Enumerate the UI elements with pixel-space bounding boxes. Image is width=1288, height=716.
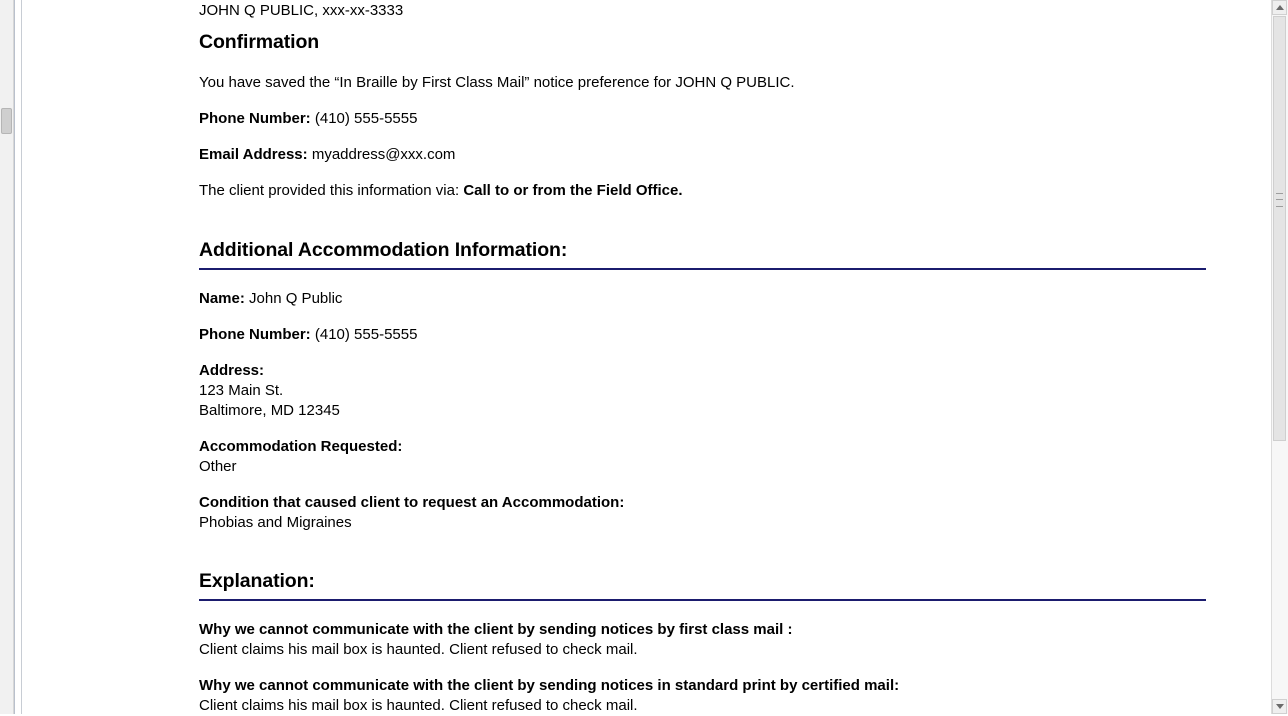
- accommodation-requested-label-text: Accommodation Requested:: [199, 438, 403, 455]
- accommodation-name-value: John Q Public: [249, 290, 343, 307]
- explanation-section-header: [199, 570, 1206, 601]
- accommodation-section-header: [199, 239, 1206, 270]
- accommodation-requested-block: [199, 437, 402, 477]
- explanation-heading: Explanation:: [199, 570, 315, 592]
- left-window-chrome: [0, 0, 22, 714]
- accommodation-address-line2: Baltimore, MD 12345: [199, 402, 340, 419]
- accommodation-phone-value: (410) 555-5555: [314, 326, 418, 343]
- saved-text-suffix: notice preference for JOHN Q PUBLIC.: [529, 74, 795, 91]
- accommodation-address-label: [199, 361, 340, 381]
- confirmation-heading: Confirmation: [199, 31, 320, 53]
- saved-text-prefix: You have saved the: [199, 74, 335, 91]
- confirmation-email-row: [199, 146, 455, 164]
- confirmation-source-label: The client provided this information via:: [199, 182, 460, 199]
- confirmation-email-label: Email Address:: [199, 146, 308, 163]
- accommodation-phone-row: [199, 325, 417, 345]
- confirmation-source-row: [199, 182, 683, 200]
- page-scrollbar[interactable]: [1266, 0, 1288, 714]
- accommodation-heading-rule: [199, 268, 1206, 270]
- client-identifier: JOHN Q PUBLIC, xxx-xx-3333: [199, 2, 404, 19]
- left-margin-band: [15, 0, 21, 714]
- accommodation-address-line1: 123 Main St.: [199, 382, 284, 399]
- confirmation-source-value: Call to or from the Field Office.: [463, 182, 683, 199]
- confirmation-email-value: myaddress@xxx.com: [311, 146, 456, 163]
- explanation-item: [199, 676, 899, 716]
- confirmation-phone-value: (410) 555-5555: [314, 110, 418, 127]
- accommodation-address-block: [199, 361, 340, 421]
- accommodation-condition-label-text: Condition that caused client to request an Accommodation:: [199, 494, 625, 511]
- explanation-item: [199, 620, 792, 660]
- accommodation-condition-value: Phobias and Migraines: [199, 514, 352, 531]
- confirmation-phone-row: [199, 110, 417, 128]
- accommodation-condition-label: [199, 493, 624, 513]
- accommodation-heading: Additional Accommodation Information:: [199, 239, 568, 261]
- explanation-heading-rule: [199, 599, 1206, 601]
- scroll-down-arrow-icon[interactable]: [1272, 699, 1287, 714]
- scroll-up-arrow-icon[interactable]: [1272, 0, 1287, 15]
- accommodation-name-row: [199, 289, 342, 309]
- explanation-question: Why we cannot communicate with the client by sending notices in standard print by certified mail:: [199, 677, 900, 694]
- confirmation-phone-label: Phone Number:: [199, 110, 311, 127]
- accommodation-requested-value: Other: [199, 458, 237, 475]
- left-divider: [14, 0, 15, 714]
- accommodation-condition-block: [199, 493, 624, 533]
- explanation-answer: Client claims his mail box is haunted. Client refused to check mail.: [199, 697, 638, 714]
- accommodation-phone-label: Phone Number:: [199, 326, 311, 343]
- accommodation-requested-label: [199, 437, 402, 457]
- confirmation-saved-statement: [199, 74, 795, 92]
- accommodation-name-label: Name:: [199, 290, 245, 307]
- accommodation-address-label-text: Address:: [199, 362, 265, 379]
- document-content: [199, 0, 1209, 714]
- left-scrollbar-thumb[interactable]: [1, 108, 12, 134]
- left-scrollbar-track[interactable]: [0, 0, 14, 714]
- explanation-answer: Client claims his mail box is haunted. Client refused to check mail.: [199, 641, 638, 658]
- saved-preference-value: “In Braille by First Class Mail”: [334, 74, 530, 91]
- page-scrollbar-thumb[interactable]: [1273, 16, 1286, 441]
- explanation-question: Why we cannot communicate with the client by sending notices by first class mail :: [199, 621, 793, 638]
- scrollbar-grip-icon: [1276, 193, 1283, 207]
